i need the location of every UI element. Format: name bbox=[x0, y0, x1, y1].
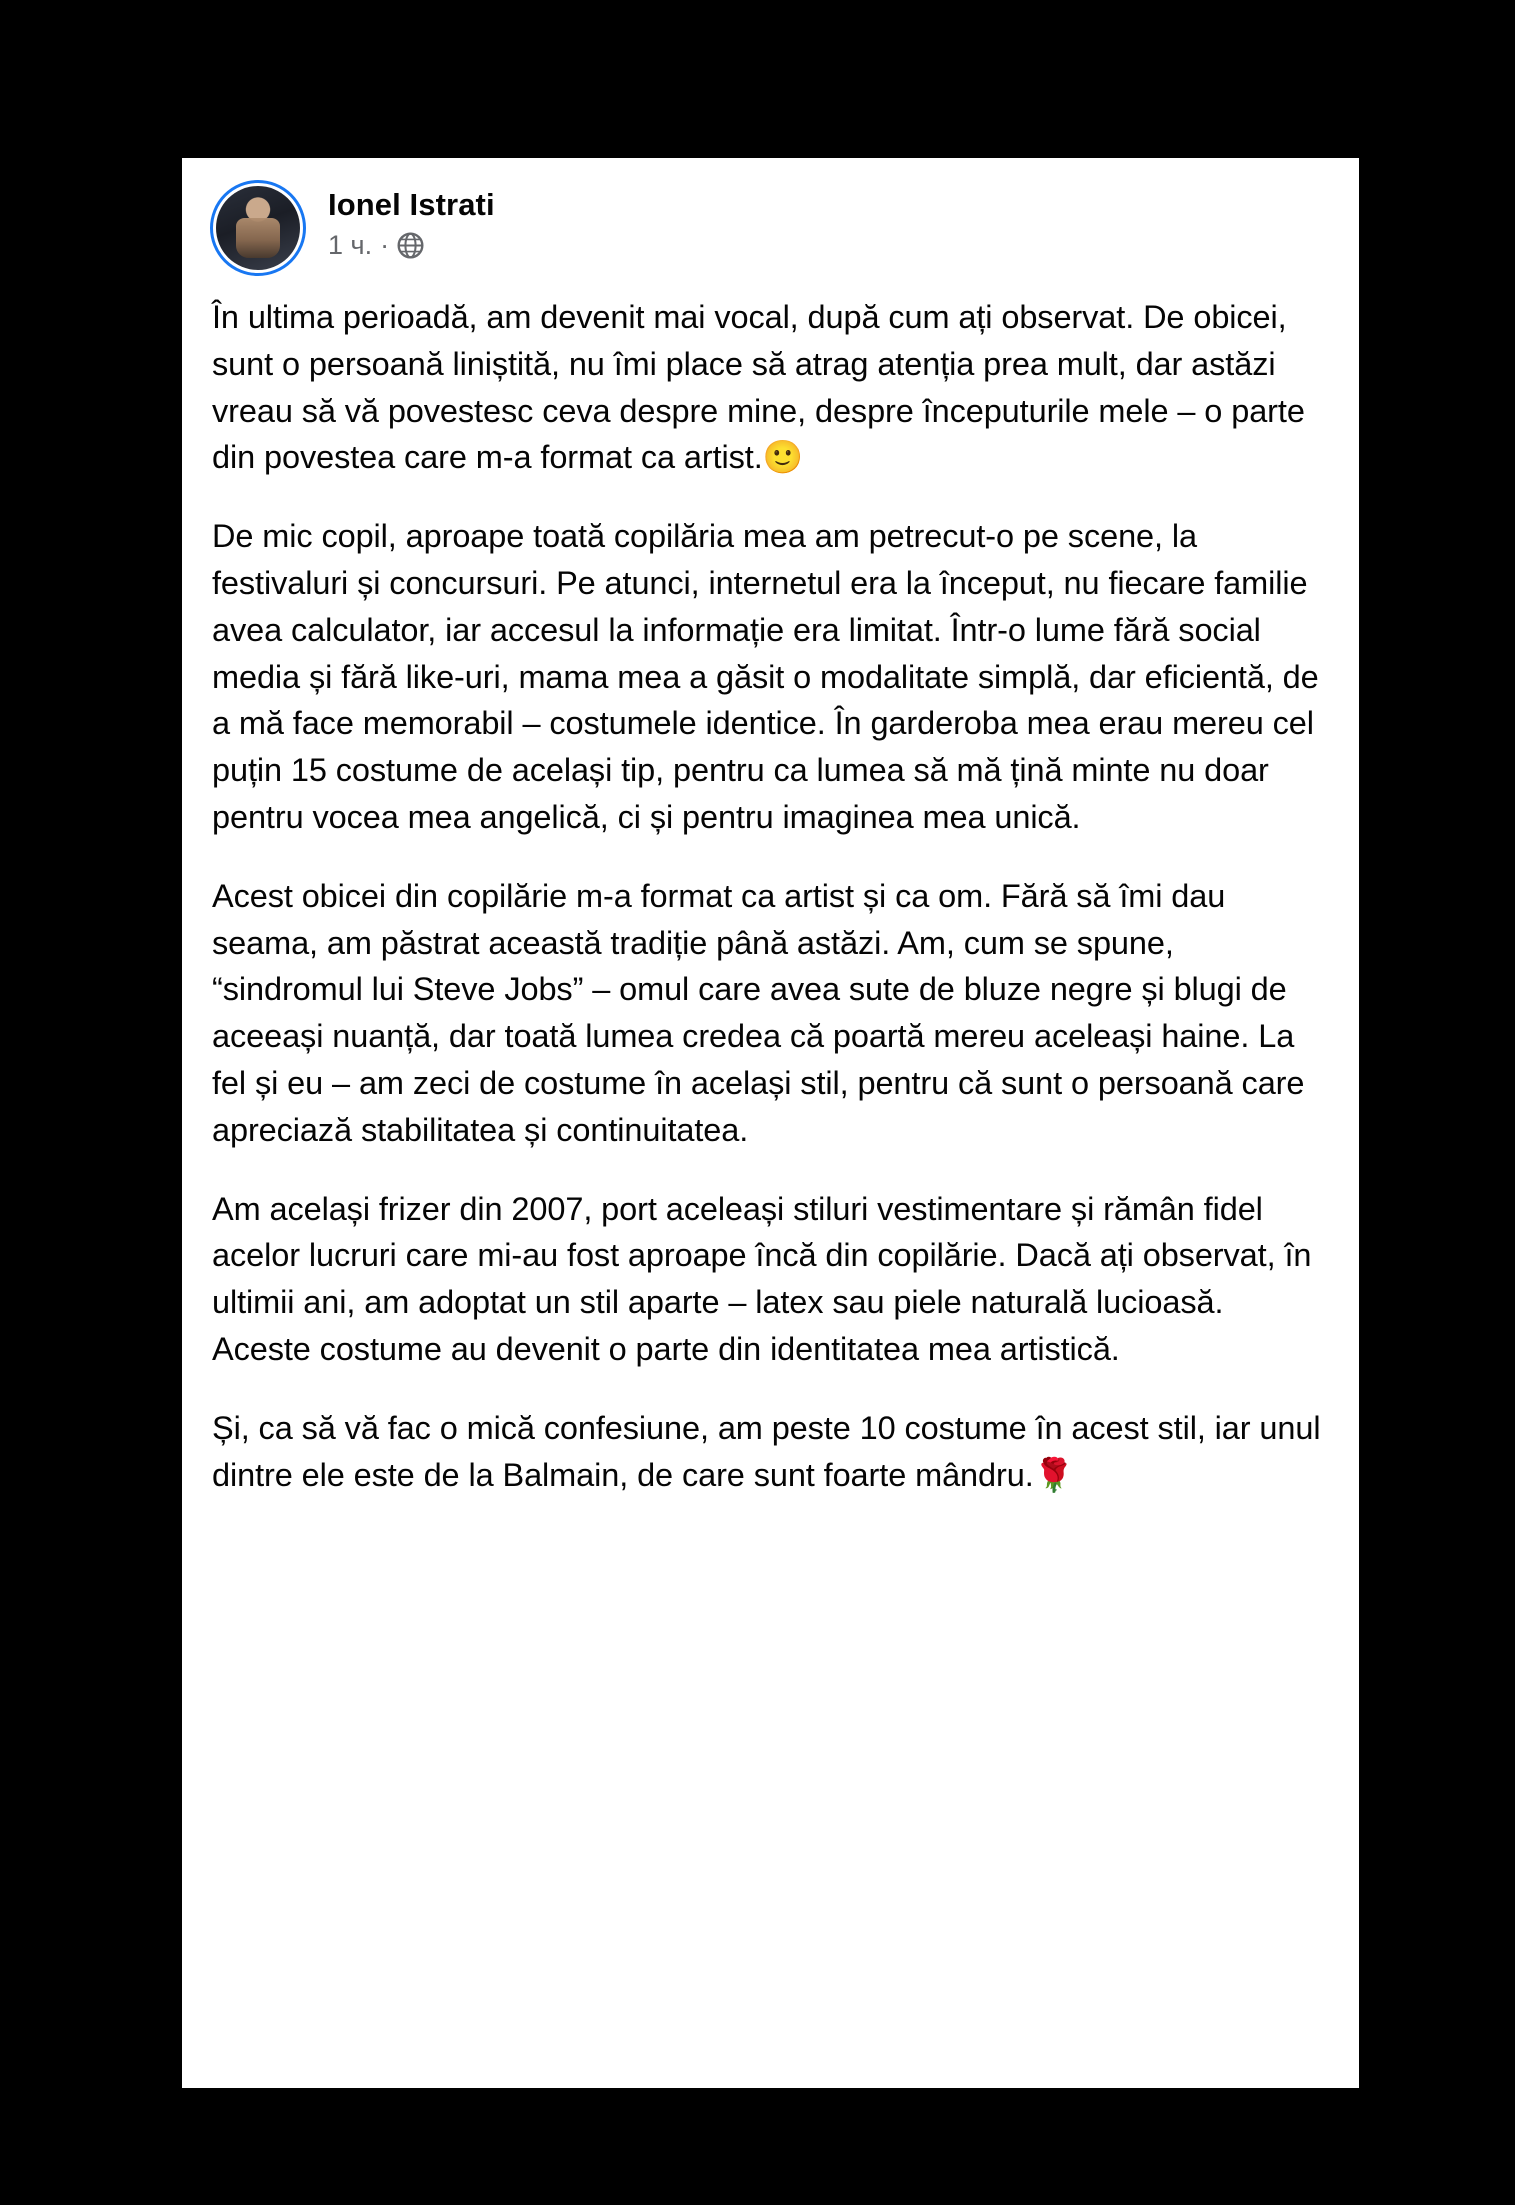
avatar[interactable] bbox=[210, 180, 306, 276]
post-paragraph: Și, ca să vă fac o mică confesiune, am peste 10 costume în acest stil, iar unul dintre ele este de la Balmain, de care sunt foarte mândru.🌹 bbox=[212, 1409, 1321, 1493]
post-meta bbox=[328, 232, 495, 259]
globe-icon[interactable] bbox=[397, 232, 424, 259]
post-paragraph: Acest obicei din copilărie m-a format ca artist și ca om. Fără să îmi dau seama, am păstrat această tradiție până astăzi. Am, cum se spune, “sindromul lui Steve Jobs” – omul care avea sute de bluze negre și blugi de aceeași nuanță, dar toată lumea credea că poartă mereu aceleași haine. La fel și eu – am zeci de costume în același stil, pentru că sunt o persoană care apreciază stabilitatea și continuitatea. bbox=[212, 877, 1305, 1148]
post-timestamp[interactable]: 1 ч. bbox=[328, 230, 373, 261]
post-header bbox=[182, 158, 1359, 276]
post-body bbox=[182, 276, 1359, 1498]
facebook-post-card bbox=[182, 158, 1359, 2088]
post-paragraph: În ultima perioadă, am devenit mai vocal, după cum ați observat. De obicei, sunt o persoană liniștită, nu îmi place să atrag atenția prea mult, dar astăzi vreau să vă povestesc ceva despre mine, despre începuturile mele – o parte din povestea care m-a format ca artist.🙂 bbox=[212, 299, 1305, 476]
post-header-text bbox=[328, 180, 495, 259]
post-paragraph: Am același frizer din 2007, port aceleași stiluri vestimentare și rămân fidel acelor lucruri care mi-au fost aproape încă din copilărie. Dacă ați observat, în ultimii ani, am adoptat un stil aparte – latex sau piele naturală lucioasă. Aceste costume au devenit o parte din identitatea mea artistică. bbox=[212, 1190, 1312, 1367]
author-name[interactable]: Ionel Istrati bbox=[328, 187, 495, 222]
meta-separator: · bbox=[380, 230, 390, 261]
avatar-image bbox=[216, 186, 300, 270]
post-paragraph: De mic copil, aproape toată copilăria mea am petrecut-o pe scene, la festivaluri și concursuri. Pe atunci, internetul era la început, nu fiecare familie avea calculator, iar accesul la informație era limitat. Într-o lume fără social media și fără like-uri, mama mea a găsit o modalitate simplă, dar eficientă, de a mă face memorabil – costumele identice. În garderoba mea erau mereu cel puțin 15 costume de același tip, pentru ca lumea să mă țină minte nu doar pentru vocea mea angelică, ci și pentru imaginea mea unică. bbox=[212, 518, 1319, 835]
